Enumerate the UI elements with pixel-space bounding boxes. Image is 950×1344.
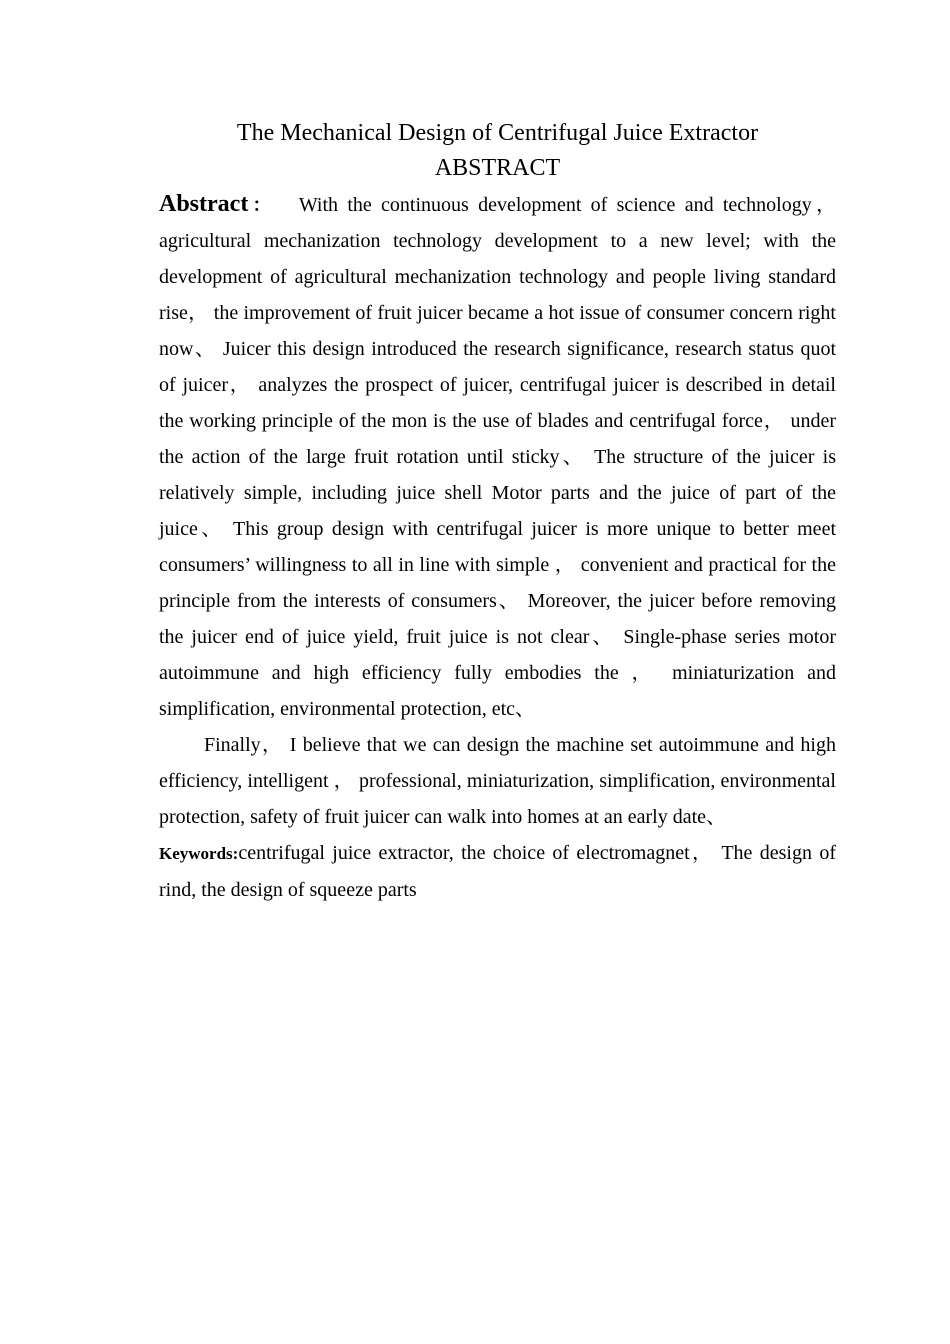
keywords-paragraph xyxy=(159,835,836,908)
abstract-label: Abstract xyxy=(159,191,249,217)
keywords-label: Keywords: xyxy=(159,844,239,863)
keywords-text: centrifugal juice extractor, the choice of electromagnet， The design of rind, the design of squeeze parts xyxy=(159,842,836,901)
abstract-paragraph xyxy=(159,186,836,727)
document-page xyxy=(159,116,836,908)
abstract-body: With the continuous development of science and technology， agricultural mechanization technology development to a new level; with the development of agricultural mechanization technology and people living standard rise， the improvement of fruit juicer became a hot issue of consumer concern right now、 Juicer this design introduced the research significance, research status quot of juicer， analyzes the prospect of juicer, centrifugal juicer is described in detail the working principle of the mon is the use of blades and centrifugal force， under the action of the large fruit rotation until sticky、 The structure of the juicer is relatively simple, including juice shell Motor parts and the juice of part of the juice、 This group design with centrifugal juicer is more unique to better meet consumers’ willingness to all in line with simple ， convenient and practical for the principle from the interests of consumers、 Moreover, the juicer before removing the juicer end of juice yield, fruit juice is not clear、 Single-phase series motor autoimmune and high efficiency fully embodies the ， miniaturization and simplification, environmental protection, etc、 xyxy=(159,194,836,720)
document-title: The Mechanical Design of Centrifugal Juice Extractor xyxy=(236,120,759,146)
abstract-colon: ： xyxy=(248,195,275,215)
final-paragraph: Finally， I believe that we can design the machine set autoimmune and high efficiency, intelligent ， professional, miniaturization, simplification, environmental protection, safety of fruit juicer can walk into homes at an early date、 xyxy=(159,734,836,828)
abstract-heading: ABSTRACT xyxy=(434,155,561,181)
